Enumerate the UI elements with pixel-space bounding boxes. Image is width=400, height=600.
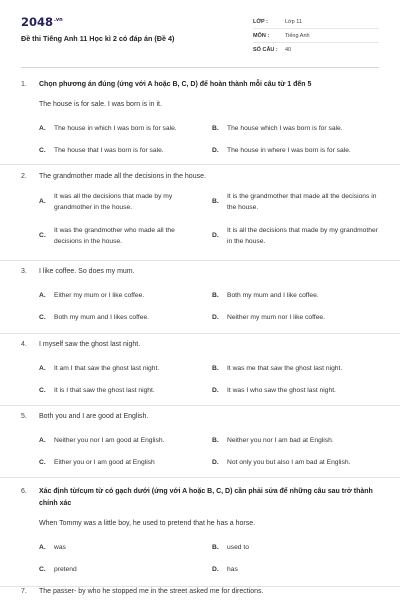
option-letter: C. xyxy=(39,566,46,573)
logo-text: 2048 xyxy=(21,15,54,29)
option-d[interactable] xyxy=(212,385,380,396)
meta-value: 40 xyxy=(285,47,292,53)
option-text: The house which I was born is for sale. xyxy=(227,125,343,132)
option-text: It was the grandmother who made all the decisions in the house. xyxy=(54,227,175,245)
meta-key: LỚP : xyxy=(253,18,268,25)
option-letter: B. xyxy=(212,544,219,551)
question xyxy=(0,478,400,587)
meta-key: MÔN : xyxy=(253,32,270,39)
option-letter: B. xyxy=(212,125,219,132)
question xyxy=(0,165,400,261)
option-d[interactable] xyxy=(212,225,380,247)
meta-value: Tiếng Anh xyxy=(285,32,310,39)
header xyxy=(21,0,379,68)
option-letter: C. xyxy=(39,387,46,394)
question-text: The grandmother made all the decisions in the house. xyxy=(39,173,206,180)
option-text: Neither you nor I am bad at English. xyxy=(227,437,334,444)
question-number: 3. xyxy=(21,268,27,275)
question-instruction: Xác định từ/cụm từ có gạch dưới (ứng với A hoặc B, C, D) cần phải sửa để những câu sau trở thành chính xác xyxy=(39,488,373,507)
option-text: used to xyxy=(227,544,249,551)
question-text: When Tommy was a little boy, he used to pretend that he has a horse. xyxy=(39,520,256,527)
option-b[interactable] xyxy=(212,542,380,553)
meta-row-subject xyxy=(253,29,379,43)
option-b[interactable] xyxy=(212,435,380,446)
option-text: has xyxy=(227,566,238,573)
question xyxy=(0,68,400,165)
question-number: 6. xyxy=(21,488,27,495)
option-letter: A. xyxy=(39,198,46,205)
option-c[interactable] xyxy=(39,385,209,396)
option-d[interactable] xyxy=(212,457,380,468)
meta-row-class xyxy=(253,15,379,29)
site-logo[interactable] xyxy=(21,15,63,29)
option-c[interactable] xyxy=(39,564,209,575)
option-text: Neither you nor I am good at English. xyxy=(54,437,165,444)
option-letter: B. xyxy=(212,292,219,299)
question xyxy=(0,406,400,478)
option-text: Both my mum and I like coffee. xyxy=(227,292,319,299)
meta-row-count xyxy=(253,43,379,57)
question-number: 2. xyxy=(21,173,27,180)
option-d[interactable] xyxy=(212,564,380,575)
option-b[interactable] xyxy=(212,363,380,374)
option-b[interactable] xyxy=(212,123,380,134)
question-number: 7. xyxy=(21,588,27,595)
option-a[interactable] xyxy=(39,290,209,301)
option-text: The house in which I was born is for sale. xyxy=(54,125,177,132)
logo-tld: .vn xyxy=(54,17,63,24)
option-text: It is the grandmother that made all the decisions in the house. xyxy=(227,193,377,211)
option-letter: A. xyxy=(39,437,46,444)
option-a[interactable] xyxy=(39,191,201,213)
option-a[interactable] xyxy=(39,542,209,553)
option-d[interactable] xyxy=(212,145,380,156)
meta-value: Lớp 11 xyxy=(285,18,302,25)
option-letter: A. xyxy=(39,365,46,372)
option-letter: C. xyxy=(39,232,46,239)
option-text: Both my mum and I likes coffee. xyxy=(54,314,150,321)
question xyxy=(0,334,400,406)
question-text: The passer- by who he stopped me in the street asked me for directions. xyxy=(39,588,264,595)
question xyxy=(0,261,400,334)
option-c[interactable] xyxy=(39,312,209,323)
option-letter: D. xyxy=(212,387,219,394)
option-a[interactable] xyxy=(39,435,209,446)
question-text: The house is for sale. I was born is in it. xyxy=(39,101,162,108)
option-text: It was I who saw the ghost last night. xyxy=(227,387,336,394)
option-text: Neither my mum nor I like coffee. xyxy=(227,314,325,321)
question-instruction: Chọn phương án đúng (ứng với A hoặc B, C, D) để hoàn thành mỗi câu từ 1 đến 5 xyxy=(39,81,312,88)
option-letter: D. xyxy=(212,566,219,573)
option-text: Either my mum or I like coffee. xyxy=(54,292,145,299)
exam-meta xyxy=(253,15,379,57)
option-letter: C. xyxy=(39,459,46,466)
option-text: It is I that saw the ghost last night. xyxy=(54,387,155,394)
option-letter: C. xyxy=(39,147,46,154)
question-number: 1. xyxy=(21,81,27,88)
option-text: Either you or I am good at English xyxy=(54,459,155,466)
option-text: The house in where I was born is for sale. xyxy=(227,147,351,154)
option-letter: B. xyxy=(212,365,219,372)
question-text: I like coffee. So does my mum. xyxy=(39,268,135,275)
option-text: Not only you but also I am bad at English. xyxy=(227,459,351,466)
option-letter: A. xyxy=(39,544,46,551)
question-number: 4. xyxy=(21,341,27,348)
question-number: 5. xyxy=(21,413,27,420)
option-text: It was all the decisions that made by my grandmother in the house. xyxy=(54,193,173,211)
option-c[interactable] xyxy=(39,457,209,468)
option-letter: D. xyxy=(212,232,219,239)
option-d[interactable] xyxy=(212,312,380,323)
option-letter: D. xyxy=(212,459,219,466)
question xyxy=(0,587,400,600)
option-text: pretend xyxy=(54,566,77,573)
option-letter: A. xyxy=(39,125,46,132)
meta-key: SỐ CÂU : xyxy=(253,47,278,53)
option-c[interactable] xyxy=(39,145,209,156)
option-a[interactable] xyxy=(39,363,209,374)
option-a[interactable] xyxy=(39,123,209,134)
option-text: It is all the decisions that made by my grandmother in the house. xyxy=(227,227,378,245)
option-b[interactable] xyxy=(212,290,380,301)
option-text: was xyxy=(54,544,66,551)
option-letter: D. xyxy=(212,147,219,154)
option-letter: D. xyxy=(212,314,219,321)
option-letter: B. xyxy=(212,198,219,205)
page-title: Đề thi Tiếng Anh 11 Học kì 2 có đáp án (Đề 4) xyxy=(21,34,175,43)
option-b[interactable] xyxy=(212,191,380,213)
question-text: I myself saw the ghost last night. xyxy=(39,341,141,348)
option-text: It was me that saw the ghost last night. xyxy=(227,365,343,372)
option-c[interactable] xyxy=(39,225,201,247)
option-letter: A. xyxy=(39,292,46,299)
option-letter: C. xyxy=(39,314,46,321)
option-text: The house that I was born is for sale. xyxy=(54,147,164,154)
option-letter: B. xyxy=(212,437,219,444)
option-text: It am I that saw the ghost last night. xyxy=(54,365,160,372)
question-text: Both you and I are good at English. xyxy=(39,413,149,420)
